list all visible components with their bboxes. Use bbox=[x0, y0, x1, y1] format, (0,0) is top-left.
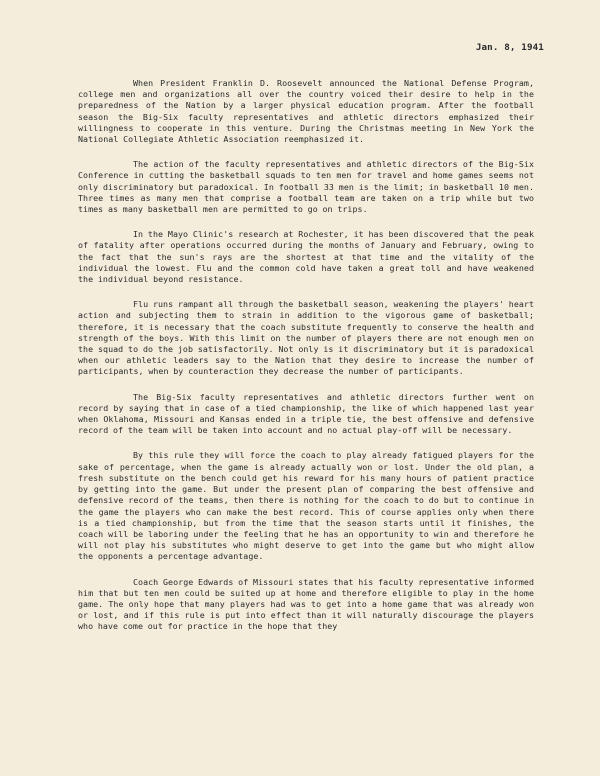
document-body bbox=[78, 78, 534, 633]
paragraph-4: Flu runs rampant all through the basketball season, weakening the players' heart action and subjecting them to strain in addition to the vigorous game of basketball; therefore, it is necessary that the coach substitute frequently to conserve the health and strength of the boys. With this limit on the number of players there are not enough men on the squad to do the job satisfactorily. Not only is it discriminatory but it is paradoxical when our athletic leaders say to the Nation that they desire to increase the number of participants, when by counteraction they decrease the number of participants. bbox=[78, 299, 534, 377]
paragraph-6: By this rule they will force the coach to play already fatigued players for the sake of percentage, when the game is already actually won or lost. Under the old plan, a fresh substitute on the bench could get his reward for his many hours of patient practice by getting into the game. But under the present plan of comparing the best offensive and defensive record of the teams, then there is nothing for the coach to do but to continue in the game the players who can make the best record. This of course applies only when there is a tied championship, but from the time that the season starts until it finishes, the coach will be laboring under the feeling that he has an opportunity to win and therefore he will not play his substitutes who might deserve to get into the game but who might allow the opponents a percentage advantage. bbox=[78, 450, 534, 562]
paragraph-7: Coach George Edwards of Missouri states that his faculty representative informed him that but ten men could be suited up at home and therefore eligible to play in the home game. The only hope that many players had was to get into a home game that was already won or lost, and if this rule is put into effect than it will naturally discourage the players who have come out for practice in the hope that they bbox=[78, 576, 534, 632]
document-date: Jan. 8, 1941 bbox=[475, 42, 544, 53]
paragraph-1: When President Franklin D. Roosevelt announced the National Defense Program, college men and organizations all over the country voiced their desire to help in the preparedness of the Nation by a larger physical education program. After the football season the Big-Six faculty representatives and athletic directors emphasized their willingness to cooperate in this venture. During the Christmas meeting in New York the National Collegiate Athletic Association reemphasized it. bbox=[78, 78, 534, 145]
paragraph-2: The action of the faculty representatives and athletic directors of the Big-Six Conference in cutting the basketball squads to ten men for travel and home games seems not only discriminatory but paradoxical. In football 33 men is the limit; in basketball 10 men. Three times as many men that comprise a football team are taken on a trip while but two times as many basketball men are permitted to go on trips. bbox=[78, 159, 534, 215]
paragraph-5: The Big-Six faculty representatives and athletic directors further went on record by saying that in case of a tied championship, the like of which happened last year when Oklahoma, Missouri and Kansas ended in a triple tie, the best offensive and defensive record of the team will be taken into account and no actual play-off will be necessary. bbox=[78, 391, 534, 436]
paragraph-3: In the Mayo Clinic's research at Rochester, it has been discovered that the peak of fatality after operations occurred during the months of January and February, owing to the fact that the sun's rays are the shortest at that time and the vitality of the individual the lowest. Flu and the common cold have taken a great toll and have weakened the individual beyond resistance. bbox=[78, 229, 534, 285]
